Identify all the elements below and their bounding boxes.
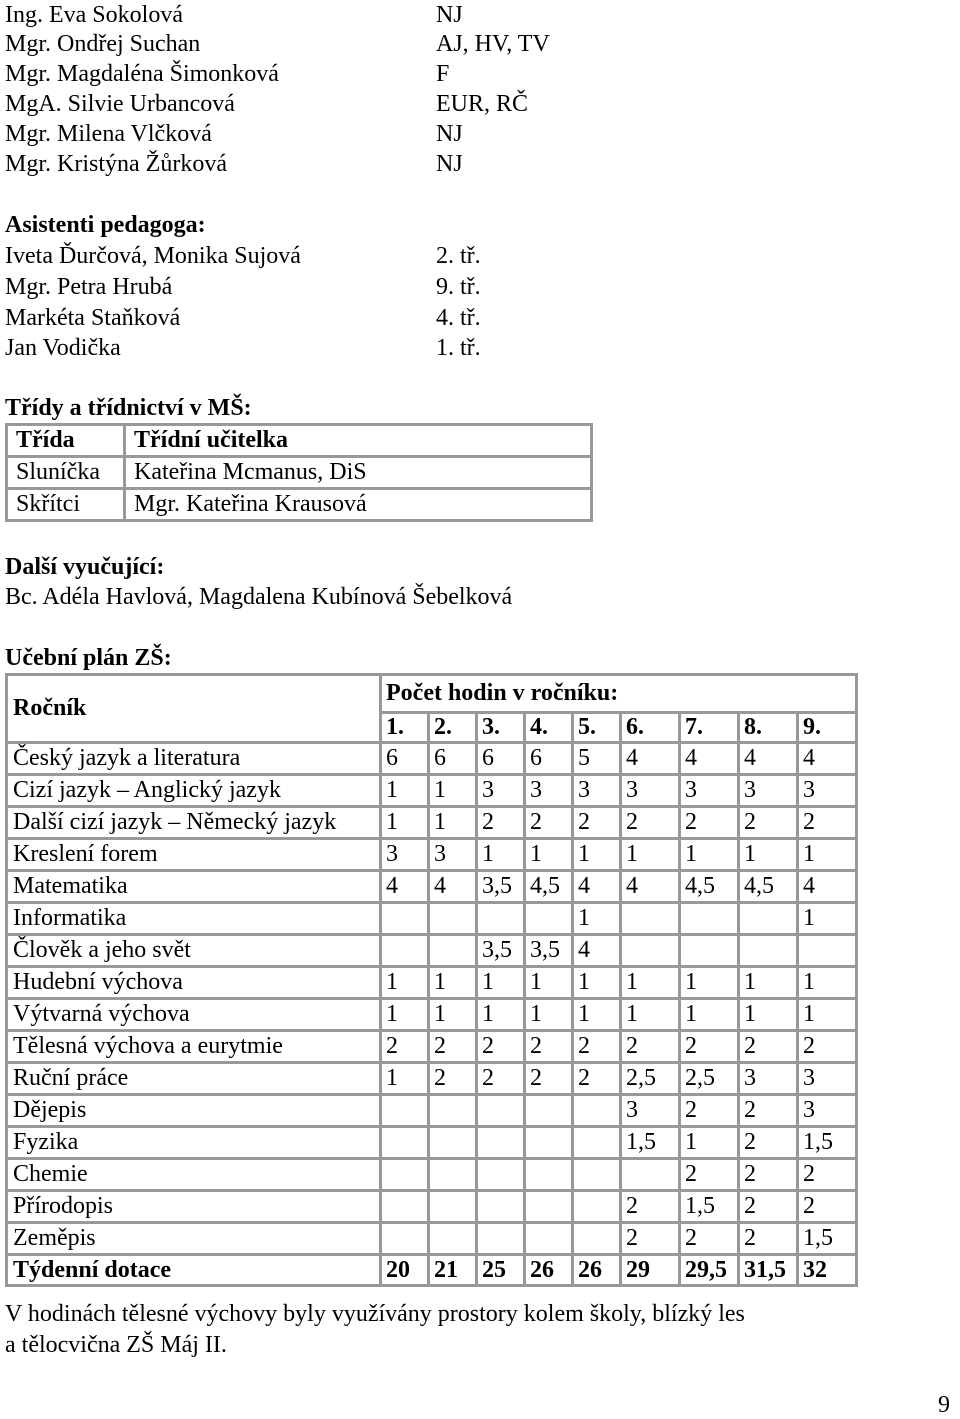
header-cell-grade-label: Ročník (7, 675, 381, 743)
hours-cell: 1 (798, 839, 857, 871)
teacher-subject: F (436, 61, 450, 87)
hours-cell: 2 (739, 1191, 798, 1223)
hours-cell: 2 (477, 1031, 525, 1063)
hours-cell: 1 (573, 839, 621, 871)
hours-cell: 1 (429, 967, 477, 999)
hours-cell: 3 (429, 839, 477, 871)
hours-cell (573, 1127, 621, 1159)
hours-cell: 3,5 (525, 935, 573, 967)
hours-cell: 6 (381, 743, 429, 775)
teacher-name: Mgr. Ondřej Suchan (5, 31, 201, 57)
hours-cell: 3 (739, 775, 798, 807)
hours-cell: 1 (573, 903, 621, 935)
table-row (7, 1063, 857, 1095)
hours-cell: 4 (621, 743, 680, 775)
grade-header-cell: 9. (798, 713, 857, 743)
teacher-cell: Kateřina Mcmanus, DiS (125, 457, 592, 489)
assistant-name: Iveta Ďurčová, Monika Sujová (5, 243, 301, 269)
table-row (7, 871, 857, 903)
hours-cell (429, 903, 477, 935)
assistant-class: 2. tř. (436, 243, 481, 269)
hours-cell (477, 1191, 525, 1223)
hours-cell: 2 (525, 1031, 573, 1063)
hours-cell (525, 1095, 573, 1127)
table-header-row (7, 675, 857, 713)
study-plan-table (5, 673, 858, 1287)
subject-cell: Dějepis (7, 1095, 381, 1127)
table-row (7, 1095, 857, 1127)
subject-cell: Informatika (7, 903, 381, 935)
hours-cell: 2 (429, 1031, 477, 1063)
hours-cell: 2 (525, 1063, 573, 1095)
note-line: a tělocvična ZŠ Máj II. (5, 1332, 227, 1358)
hours-cell: 2 (429, 1063, 477, 1095)
hours-cell (525, 903, 573, 935)
teacher-subject: NJ (436, 151, 463, 177)
hours-cell: 2 (680, 1031, 739, 1063)
hours-cell: 1 (680, 1127, 739, 1159)
teacher-subject: AJ, HV, TV (436, 31, 550, 57)
hours-cell: 1 (680, 999, 739, 1031)
hours-cell: 6 (477, 743, 525, 775)
teacher-subject: NJ (436, 121, 463, 147)
hours-cell (621, 1159, 680, 1191)
hours-cell: 1 (680, 967, 739, 999)
hours-cell: 1 (798, 967, 857, 999)
hours-cell (429, 1127, 477, 1159)
hours-cell (429, 935, 477, 967)
teacher-name: MgA. Silvie Urbancová (5, 91, 235, 117)
hours-cell: 1 (621, 967, 680, 999)
assistant-name: Markéta Staňková (5, 305, 181, 331)
hours-cell: 3 (621, 775, 680, 807)
hours-cell (477, 1095, 525, 1127)
hours-cell (680, 935, 739, 967)
hours-cell: 1 (477, 839, 525, 871)
subject-cell: Fyzika (7, 1127, 381, 1159)
hours-cell: 2 (680, 1223, 739, 1255)
header-cell-hours-label: Počet hodin v ročníku: (381, 675, 857, 713)
assistant-name: Jan Vodička (5, 335, 121, 361)
hours-cell: 1 (798, 903, 857, 935)
hours-cell: 4 (798, 743, 857, 775)
hours-cell (525, 1191, 573, 1223)
hours-cell: 2 (798, 1191, 857, 1223)
hours-cell: 1 (739, 999, 798, 1031)
hours-cell: 2 (621, 1031, 680, 1063)
subject-cell: Člověk a jeho svět (7, 935, 381, 967)
hours-cell: 2 (798, 1159, 857, 1191)
other-teachers-text: Bc. Adéla Havlová, Magdalena Kubínová Šebelková (5, 584, 513, 610)
hours-cell: 1 (429, 775, 477, 807)
table-row (7, 999, 857, 1031)
total-label-cell: Týdenní dotace (7, 1255, 381, 1286)
hours-cell: 4 (573, 935, 621, 967)
note-line: V hodinách tělesné výchovy byly využívány prostory kolem školy, blízký les (5, 1301, 745, 1327)
hours-cell: 1,5 (798, 1127, 857, 1159)
total-cell: 26 (573, 1255, 621, 1286)
hours-cell (381, 903, 429, 935)
table-row (7, 935, 857, 967)
hours-cell (477, 1223, 525, 1255)
teacher-name: Mgr. Magdaléna Šimonková (5, 61, 279, 87)
assistant-name: Mgr. Petra Hrubá (5, 274, 173, 300)
hours-cell: 4 (381, 871, 429, 903)
hours-cell: 1 (381, 775, 429, 807)
hours-cell (429, 1159, 477, 1191)
table-row (7, 967, 857, 999)
hours-cell: 2 (739, 807, 798, 839)
hours-cell: 3,5 (477, 871, 525, 903)
hours-cell: 2,5 (621, 1063, 680, 1095)
table-row (7, 1159, 857, 1191)
teacher-subject: NJ (436, 2, 463, 28)
hours-cell: 1 (525, 967, 573, 999)
hours-cell: 2 (573, 807, 621, 839)
hours-cell: 4,5 (525, 871, 573, 903)
hours-cell: 3,5 (477, 935, 525, 967)
hours-cell (381, 1095, 429, 1127)
page-number: 9 (938, 1392, 950, 1418)
plan-heading: Učební plán ZŠ: (5, 645, 172, 671)
hours-cell: 4 (680, 743, 739, 775)
assistant-class: 1. tř. (436, 335, 481, 361)
subject-cell: Zeměpis (7, 1223, 381, 1255)
table-row (7, 1223, 857, 1255)
table-row (7, 489, 592, 521)
total-cell: 25 (477, 1255, 525, 1286)
hours-cell: 1 (381, 1063, 429, 1095)
grade-header-cell: 2. (429, 713, 477, 743)
total-cell: 21 (429, 1255, 477, 1286)
teacher-name: Ing. Eva Sokolová (5, 2, 183, 28)
hours-cell: 2 (739, 1159, 798, 1191)
hours-cell (429, 1223, 477, 1255)
hours-cell (381, 1223, 429, 1255)
hours-cell (381, 1159, 429, 1191)
hours-cell: 3 (798, 1095, 857, 1127)
hours-cell: 1 (477, 999, 525, 1031)
table-row (7, 807, 857, 839)
total-cell: 32 (798, 1255, 857, 1286)
table-header-row (7, 425, 592, 457)
hours-cell: 2 (739, 1031, 798, 1063)
teacher-name: Mgr. Kristýna Žůrková (5, 151, 227, 177)
hours-cell: 6 (525, 743, 573, 775)
hours-cell: 3 (680, 775, 739, 807)
hours-cell (477, 903, 525, 935)
total-row (7, 1255, 857, 1286)
assistant-class: 4. tř. (436, 305, 481, 331)
teacher-cell: Mgr. Kateřina Krausová (125, 489, 592, 521)
hours-cell: 3 (739, 1063, 798, 1095)
grade-header-cell: 1. (381, 713, 429, 743)
hours-cell: 4 (739, 743, 798, 775)
hours-cell: 1 (381, 999, 429, 1031)
hours-cell: 3 (573, 775, 621, 807)
hours-cell: 1,5 (798, 1223, 857, 1255)
hours-cell: 2 (621, 1223, 680, 1255)
subject-cell: Hudební výchova (7, 967, 381, 999)
subject-cell: Výtvarná výchova (7, 999, 381, 1031)
hours-cell: 4 (573, 871, 621, 903)
table-row (7, 1031, 857, 1063)
hours-cell: 2 (680, 1159, 739, 1191)
hours-cell: 4,5 (739, 871, 798, 903)
subject-cell: Chemie (7, 1159, 381, 1191)
hours-cell: 3 (621, 1095, 680, 1127)
hours-cell (525, 1159, 573, 1191)
hours-cell: 1 (381, 967, 429, 999)
hours-cell: 1 (381, 807, 429, 839)
hours-cell: 1 (739, 839, 798, 871)
hours-cell (525, 1127, 573, 1159)
hours-cell: 1 (525, 999, 573, 1031)
hours-cell: 3 (798, 775, 857, 807)
subject-cell: Matematika (7, 871, 381, 903)
hours-cell (680, 903, 739, 935)
teacher-name: Mgr. Milena Vlčková (5, 121, 212, 147)
total-cell: 20 (381, 1255, 429, 1286)
hours-cell: 5 (573, 743, 621, 775)
total-cell: 29 (621, 1255, 680, 1286)
other-heading: Další vyučující: (5, 554, 165, 580)
hours-cell (621, 935, 680, 967)
hours-cell: 4 (798, 871, 857, 903)
hours-cell (573, 1223, 621, 1255)
hours-cell: 2 (680, 807, 739, 839)
subject-cell: Cizí jazyk – Anglický jazyk (7, 775, 381, 807)
hours-cell (798, 935, 857, 967)
hours-cell (429, 1191, 477, 1223)
table-row (7, 1127, 857, 1159)
hours-cell: 3 (798, 1063, 857, 1095)
hours-cell: 2 (525, 807, 573, 839)
hours-cell: 2 (739, 1223, 798, 1255)
hours-cell: 2 (573, 1063, 621, 1095)
hours-cell: 2 (739, 1127, 798, 1159)
ms-heading: Třídy a třídnictví v MŠ: (5, 395, 252, 421)
hours-cell: 3 (381, 839, 429, 871)
hours-cell (739, 935, 798, 967)
hours-cell (477, 1127, 525, 1159)
hours-cell: 1,5 (680, 1191, 739, 1223)
hours-cell: 2,5 (680, 1063, 739, 1095)
assistants-heading: Asistenti pedagoga: (5, 212, 206, 238)
table-row (7, 457, 592, 489)
hours-cell (525, 1223, 573, 1255)
class-cell: Sluníčka (7, 457, 125, 489)
total-cell: 26 (525, 1255, 573, 1286)
hours-cell (381, 1127, 429, 1159)
hours-cell: 2 (680, 1095, 739, 1127)
grade-header-cell: 3. (477, 713, 525, 743)
header-cell-teacher: Třídní učitelka (125, 425, 592, 457)
hours-cell: 1 (680, 839, 739, 871)
hours-cell: 2 (381, 1031, 429, 1063)
class-cell: Skřítci (7, 489, 125, 521)
hours-cell: 1 (739, 967, 798, 999)
table-row (7, 839, 857, 871)
assistant-class: 9. tř. (436, 274, 481, 300)
ms-class-table (5, 423, 593, 522)
hours-cell: 2 (798, 1031, 857, 1063)
hours-cell (573, 1191, 621, 1223)
grade-header-cell: 4. (525, 713, 573, 743)
subject-cell: Český jazyk a literatura (7, 743, 381, 775)
hours-cell: 1 (525, 839, 573, 871)
hours-cell: 1,5 (621, 1127, 680, 1159)
hours-cell: 1 (477, 967, 525, 999)
hours-cell: 1 (429, 807, 477, 839)
subject-cell: Ruční práce (7, 1063, 381, 1095)
grade-header-cell: 5. (573, 713, 621, 743)
table-row (7, 1191, 857, 1223)
hours-cell: 4 (429, 871, 477, 903)
subject-cell: Přírodopis (7, 1191, 381, 1223)
hours-cell (573, 1095, 621, 1127)
hours-cell: 1 (798, 999, 857, 1031)
total-cell: 31,5 (739, 1255, 798, 1286)
hours-cell: 1 (429, 999, 477, 1031)
hours-cell: 1 (573, 999, 621, 1031)
hours-cell (477, 1159, 525, 1191)
subject-cell: Tělesná výchova a eurytmie (7, 1031, 381, 1063)
subject-cell: Kreslení forem (7, 839, 381, 871)
hours-cell: 2 (573, 1031, 621, 1063)
hours-cell: 2 (798, 807, 857, 839)
hours-cell (381, 935, 429, 967)
hours-cell (381, 1191, 429, 1223)
total-cell: 29,5 (680, 1255, 739, 1286)
table-row (7, 743, 857, 775)
hours-cell: 4 (621, 871, 680, 903)
table-row (7, 903, 857, 935)
hours-cell: 3 (477, 775, 525, 807)
table-row (7, 775, 857, 807)
hours-cell: 2 (739, 1095, 798, 1127)
hours-cell: 3 (525, 775, 573, 807)
grade-header-cell: 6. (621, 713, 680, 743)
hours-cell: 1 (621, 839, 680, 871)
hours-cell: 2 (477, 1063, 525, 1095)
hours-cell (621, 903, 680, 935)
hours-cell: 1 (621, 999, 680, 1031)
hours-cell: 2 (621, 807, 680, 839)
hours-cell: 6 (429, 743, 477, 775)
grade-header-cell: 7. (680, 713, 739, 743)
hours-cell: 2 (621, 1191, 680, 1223)
grade-header-cell: 8. (739, 713, 798, 743)
teacher-subject: EUR, RČ (436, 91, 529, 117)
hours-cell: 2 (477, 807, 525, 839)
hours-cell (573, 1159, 621, 1191)
hours-cell (429, 1095, 477, 1127)
hours-cell (739, 903, 798, 935)
header-cell-class: Třída (7, 425, 125, 457)
subject-cell: Další cizí jazyk – Německý jazyk (7, 807, 381, 839)
hours-cell: 1 (573, 967, 621, 999)
hours-cell: 4,5 (680, 871, 739, 903)
